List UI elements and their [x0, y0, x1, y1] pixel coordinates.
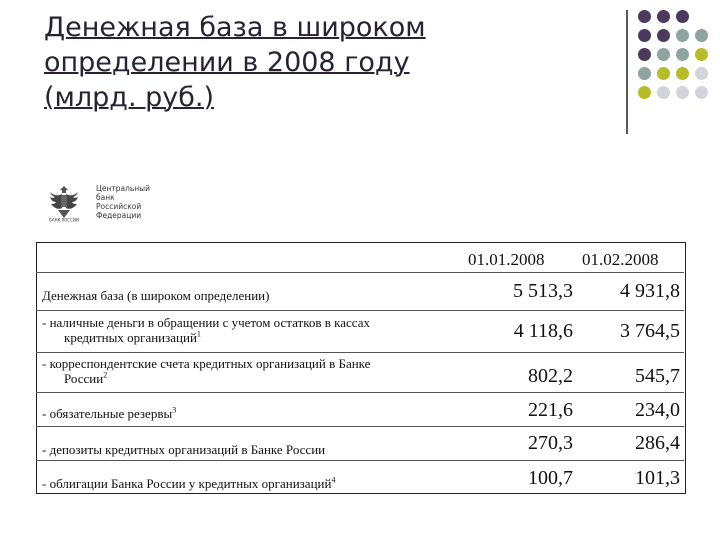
row-label-text: - обязательные резервы [42, 406, 173, 421]
footnote-marker: 3 [172, 405, 177, 415]
bank-logo [44, 182, 164, 222]
row-divider [36, 426, 684, 427]
table-cell-value: 270,3 [528, 432, 573, 454]
logo-text-line: банк [96, 193, 115, 202]
table-cell-value: 802,2 [528, 365, 573, 387]
decorative-dot [657, 86, 670, 99]
column-header-2008-02: 01.02.2008 [582, 250, 659, 269]
table-cell-value: 234,0 [635, 399, 680, 421]
logo-text-line: Федерации [96, 211, 142, 220]
table-row-label [42, 442, 325, 457]
title-line-1: Денежная база в широком [44, 12, 426, 43]
bank-logo-text [96, 184, 150, 220]
decorative-dot-grid [638, 10, 718, 110]
table-cell-value: 545,7 [635, 365, 680, 387]
row-label-text: - корреспондентские счета кредитных организаций в Банке [42, 356, 371, 371]
decorative-dot [695, 86, 708, 99]
title-line-2: определении в 2008 году [44, 47, 410, 78]
footnote-marker: 2 [103, 370, 108, 380]
row-label-text: - депозиты кредитных организаций в Банке России [42, 442, 326, 457]
row-divider [36, 352, 684, 353]
decorative-dot [676, 10, 689, 23]
row-label-text: - облигации Банка России у кредитных организаций [42, 476, 332, 491]
page-title [44, 10, 604, 115]
table-cell-value: 221,6 [528, 399, 573, 421]
svg-text:БАНК РОССИИ: БАНК РОССИИ [49, 217, 79, 222]
table-cell-value: 101,3 [635, 467, 680, 489]
decorative-dot [657, 10, 670, 23]
row-label-continuation: России [64, 371, 104, 386]
table-row-label [42, 476, 335, 491]
footnote-marker: 4 [331, 475, 336, 485]
row-divider [36, 460, 684, 461]
decorative-dot [695, 67, 708, 80]
row-label-continuation: кредитных организаций [64, 330, 197, 345]
row-divider [36, 272, 684, 273]
row-label-text: Денежная база (в широком определении) [42, 288, 270, 303]
footnote-marker: 1 [196, 329, 201, 339]
decorative-dot [676, 67, 689, 80]
decorative-dot [638, 48, 651, 61]
table-cell-value: 3 764,5 [620, 320, 680, 342]
decorative-divider [626, 10, 628, 134]
decorative-dot [676, 86, 689, 99]
decorative-dot [638, 29, 651, 42]
row-label-text: - наличные деньги в обращении с учетом остатков в кассах [42, 315, 371, 330]
table-cell-value: 4 931,8 [620, 280, 680, 302]
logo-text-line: Российской [96, 202, 142, 211]
table-cell-value: 286,4 [635, 432, 680, 454]
table-cell-value: 100,7 [528, 467, 573, 489]
table-row-label [42, 356, 370, 386]
table-row-label [42, 406, 176, 421]
decorative-dot [695, 48, 708, 61]
decorative-dot [676, 48, 689, 61]
title-line-3: (млрд. руб.) [44, 82, 215, 113]
decorative-dot [695, 29, 708, 42]
row-divider [36, 310, 684, 311]
table-cell-value: 5 513,3 [513, 280, 573, 302]
decorative-dot [676, 29, 689, 42]
table-cell-value: 4 118,6 [513, 320, 573, 342]
decorative-dot [638, 86, 651, 99]
column-header-2008-01: 01.01.2008 [468, 250, 545, 269]
decorative-dot [657, 67, 670, 80]
decorative-dot [638, 10, 651, 23]
decorative-dot [657, 29, 670, 42]
row-divider [36, 392, 684, 393]
logo-text-line: Центральный [96, 184, 150, 193]
decorative-dot [657, 48, 670, 61]
table-row-label [42, 315, 370, 345]
table-row-label [42, 288, 269, 303]
decorative-dot [638, 67, 651, 80]
double-eagle-emblem-icon [44, 182, 84, 222]
